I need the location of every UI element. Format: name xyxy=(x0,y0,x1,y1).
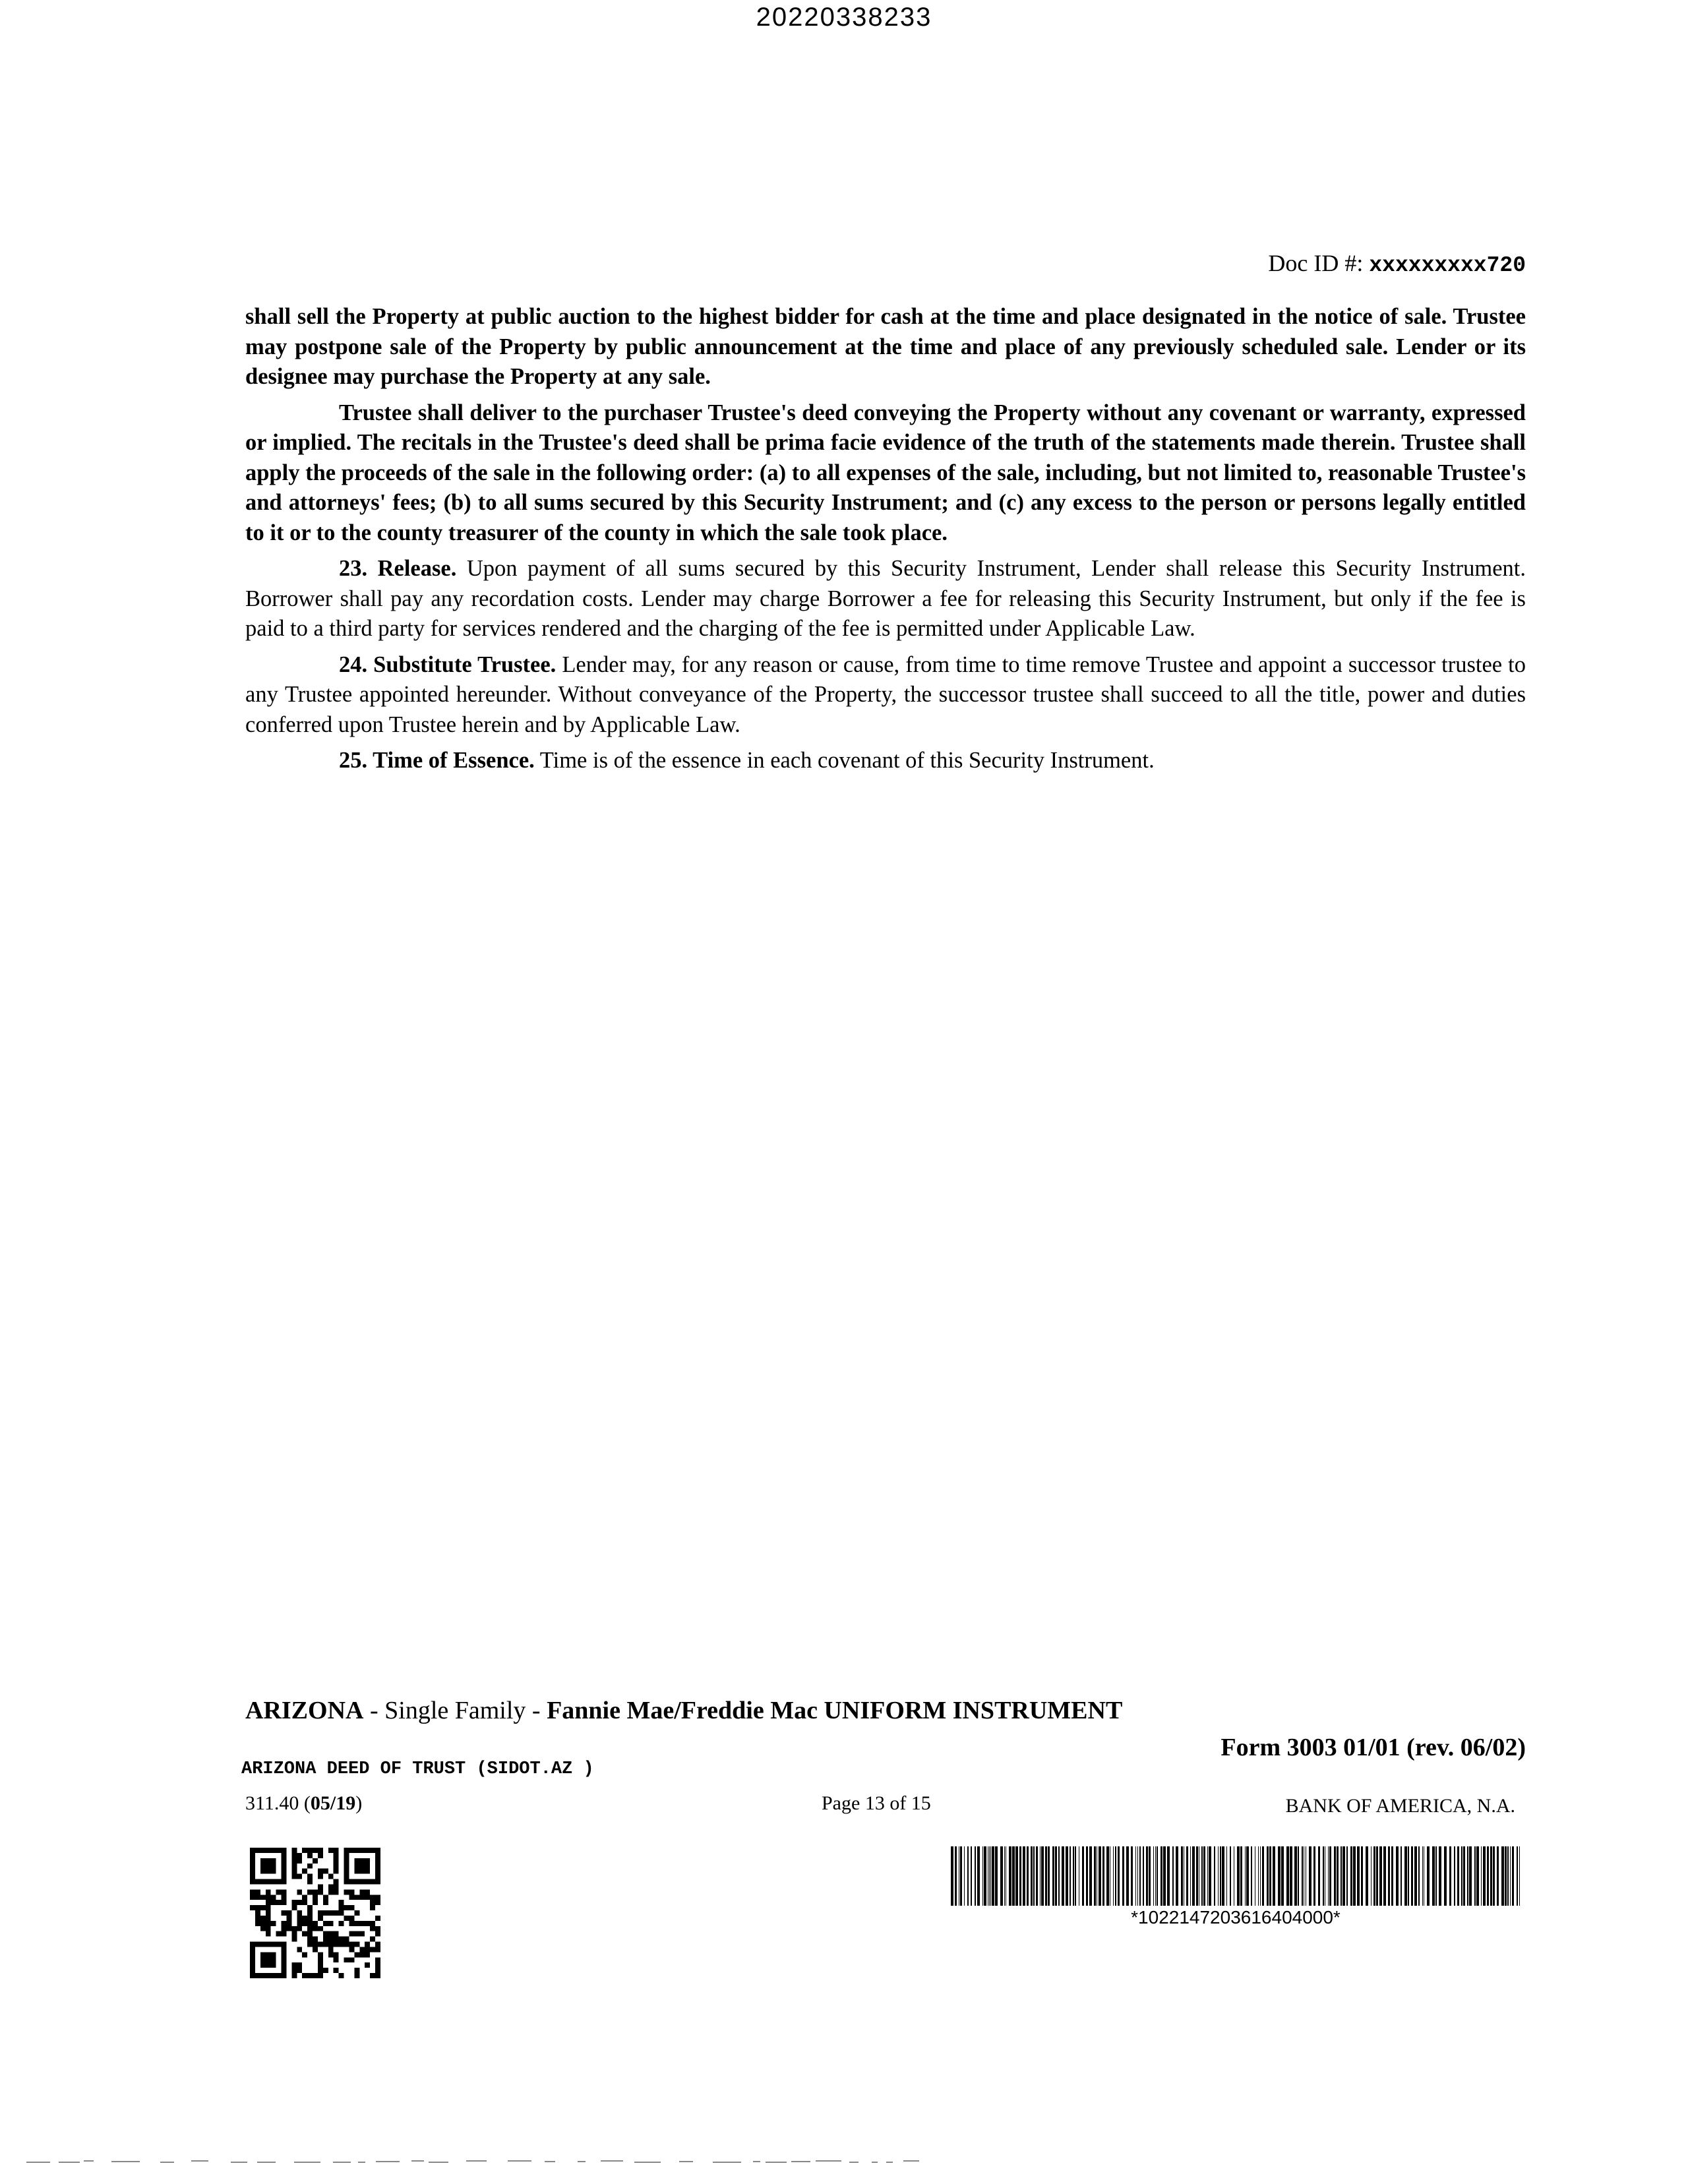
section-24-text: Lender may, for any reason or cause, from time to time remove Trustee and appoint a successor trustee to any Trustee appointed hereunder. Without conveyance of the Property, the successor trustee shall succeed to all the title, power and duties conferred upon Trustee herein and by Applicable Law. xyxy=(245,652,1526,737)
qr-code-icon xyxy=(249,1848,381,1978)
deed-title: ARIZONA DEED OF TRUST (SIDOT.AZ ) xyxy=(241,1759,594,1779)
doc-id xyxy=(1268,249,1526,278)
footer-state-separator: - Single Family - xyxy=(363,1697,547,1724)
form-code xyxy=(245,1792,362,1815)
section-25-text: Time is of the essence in each covenant of this Security Instrument. xyxy=(534,748,1155,773)
section-23-text: Upon payment of all sums secured by this Security Instrument, Lender shall release this Security Instrument. Borrower shall pay any recordation costs. Lender may charge Borrower a fee for releasing this Security Instrument, but only if the fee is paid to a third party for services rendered and the charging of the fee is permitted under Applicable Law. xyxy=(245,556,1526,641)
scan-artifact-line xyxy=(26,2160,923,2164)
recording-number: 20220338233 xyxy=(756,3,932,32)
paragraph-sale-notice: shall sell the Property at public auction to the highest bidder for cash at the time and place designated in the notice of sale. Trustee may postpone sale of the Property by public announcement at the time and place of any previously scheduled sale. Lender or its designee may purchase the Property at any sale. xyxy=(245,304,1526,389)
section-23-release xyxy=(245,554,1526,644)
section-24-substitute-trustee xyxy=(245,650,1526,741)
section-25-time-of-essence xyxy=(245,746,1526,776)
section-24-heading: 24. Substitute Trustee. xyxy=(339,652,557,677)
form-code-prefix: 311.40 ( xyxy=(245,1792,311,1814)
footer-instrument-line xyxy=(245,1696,1122,1725)
form-code-suffix: ) xyxy=(355,1792,363,1814)
paragraph-trustee-deed: Trustee shall deliver to the purchaser Trustee's deed conveying the Property without any covenant or warranty, expressed or implied. The recitals in the Trustee's deed shall be prima facie evidence of the truth of the statements made therein. Trustee shall apply the proceeds of the sale in the following order: (a) to all expenses of the sale, including, but not limited to, reasonable Trustee's and attorneys' fees; (b) to all sums secured by this Security Instrument; and (c) any excess to the person or persons legally entitled to it or to the county treasurer of the county in which the sale took place. xyxy=(245,400,1526,545)
page-number: Page 13 of 15 xyxy=(822,1792,931,1814)
doc-id-value: xxxxxxxxx720 xyxy=(1369,253,1526,278)
footer-state: ARIZONA xyxy=(245,1697,364,1724)
footer-instrument: Fannie Mae/Freddie Mac UNIFORM INSTRUMENT xyxy=(547,1697,1123,1724)
section-25-heading: 25. Time of Essence. xyxy=(339,748,535,773)
barcode-icon xyxy=(951,1846,1521,1906)
form-number: Form 3003 01/01 (rev. 06/02) xyxy=(1221,1734,1526,1761)
section-23-heading: 23. Release. xyxy=(339,556,457,581)
barcode-number: *1022147203616404000* xyxy=(1131,1907,1341,1927)
document-body xyxy=(245,302,1526,782)
lender-name: BANK OF AMERICA, N.A. xyxy=(1285,1795,1515,1817)
form-code-date: 05/19 xyxy=(310,1792,356,1814)
doc-id-label: Doc ID #: xyxy=(1268,250,1370,276)
